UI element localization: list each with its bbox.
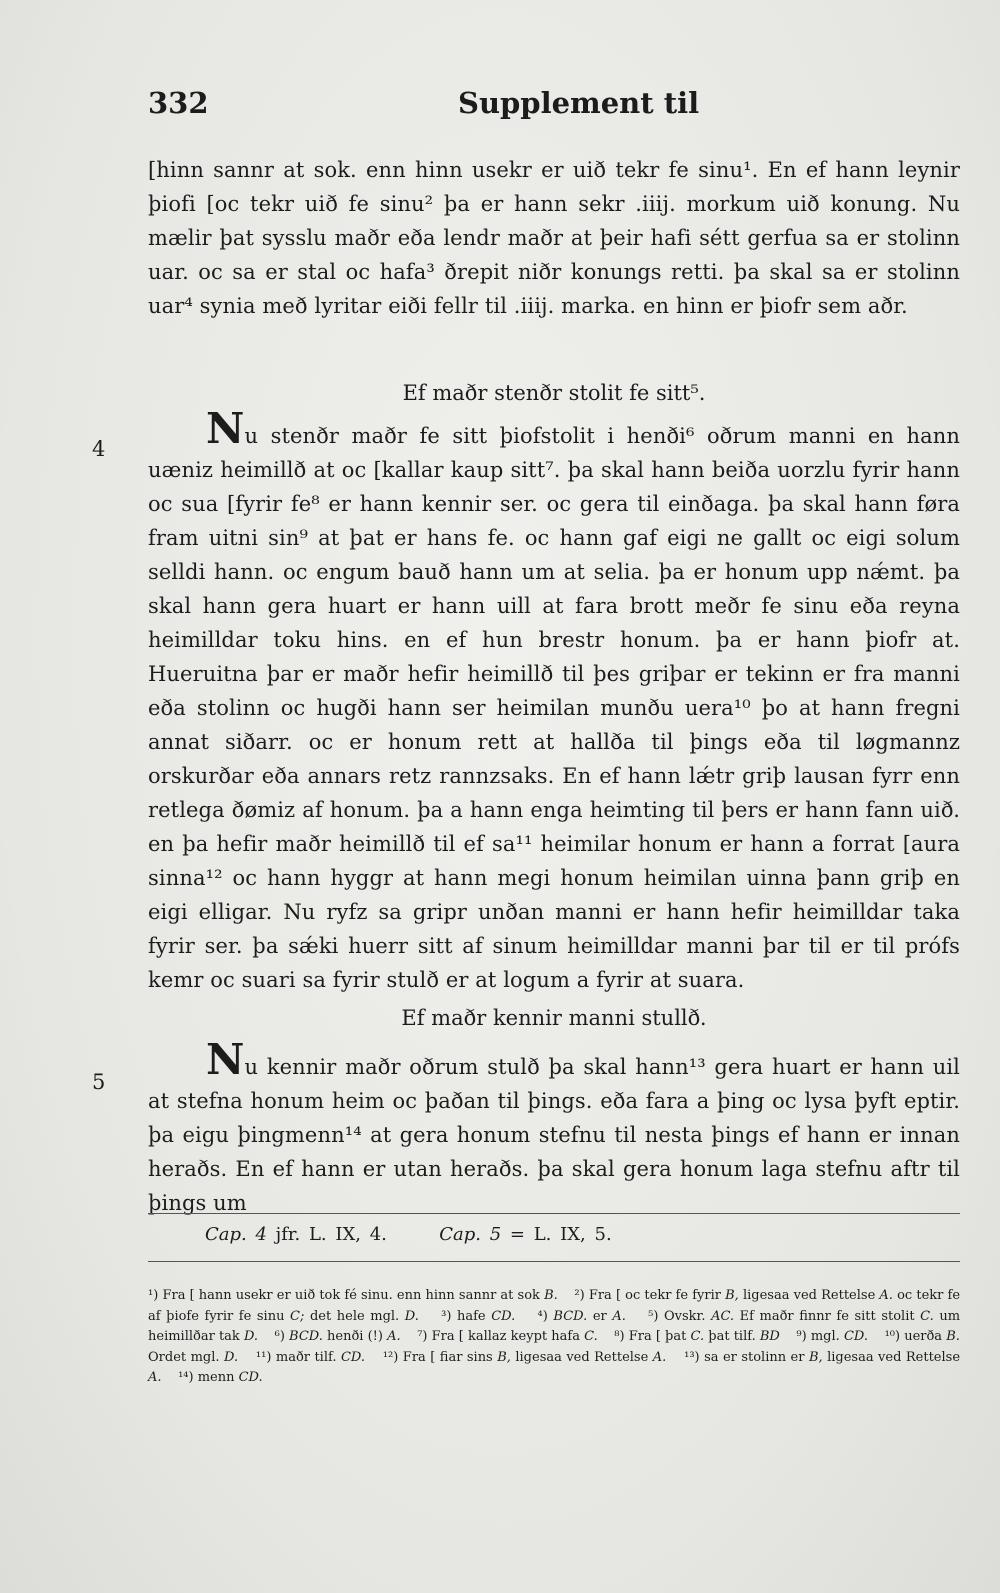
footnote: ¹⁰) uerða B. Ordet mgl. D. bbox=[148, 1329, 960, 1365]
page-header bbox=[148, 86, 960, 136]
page-number: 332 bbox=[148, 86, 209, 120]
divider-rule-top bbox=[148, 1213, 960, 1214]
cap-a-label: Cap. 4 bbox=[205, 1224, 267, 1245]
section-heading-2: Ef maðr kennir manni stullð. bbox=[401, 1006, 707, 1030]
footnote: ⁷) Fra [ kallaz keypt hafa C. bbox=[417, 1329, 598, 1344]
divider-rule-bottom bbox=[148, 1261, 960, 1262]
cap-a-ref: jfr. L. IX, 4. bbox=[275, 1224, 387, 1245]
footnote: ⁵) Ovskr. AC. Ef maðr finnr fe sitt stolit C. um heimillðar tak D. bbox=[148, 1308, 961, 1344]
footnote: ¹⁴) menn CD. bbox=[178, 1370, 263, 1385]
footnote: ¹²) Fra [ fiar sins B, ligesaa ved Rettelse A. bbox=[382, 1349, 667, 1365]
footnote: ³) hafe CD. bbox=[441, 1308, 516, 1324]
paragraph-3 bbox=[148, 1035, 960, 1220]
footnote: ⁴) BCD. er A. bbox=[537, 1308, 626, 1324]
section-heading-1: Ef maðr stenðr stolit fe sitt⁵. bbox=[402, 381, 706, 405]
footnote: ⁸) Fra [ þat C. þat tilf. BD bbox=[614, 1329, 780, 1344]
footnote: ⁶) BCD. henði (!) A. bbox=[274, 1329, 401, 1344]
footnote: ¹) Fra [ hann usekr er uið tok fé sinu. enn hinn sannr at sok B. bbox=[148, 1288, 558, 1303]
margin-number-4: 4 bbox=[92, 437, 106, 461]
footnote: ¹³) sa er stolinn er B, ligesaa ved Rettelse A. bbox=[148, 1349, 961, 1385]
drop-cap: N bbox=[206, 1035, 245, 1084]
paragraph-1: [hinn sannr at sok. enn hinn usekr er uið tekr fe sinu¹. En ef hann leynir þiofi [oc tekr uið fe sinu² þa er hann sekr .iiij. morkum uið konung. Nu mælir þat sysslu maðr eða lendr maðr at þeir hafi sétt gerfua sa er stolinn uar. oc sa er stal oc hafa³ ðrepit niðr konungs retti. þa skal sa er stolinn uar⁴ synia með lyritar eiði fellr til .iiij. marka. en hinn er þiofr sem aðr. bbox=[148, 158, 960, 318]
running-title: Supplement til bbox=[458, 86, 700, 120]
paragraph-2 bbox=[148, 404, 960, 997]
cap-b-label: Cap. 5 bbox=[439, 1224, 502, 1245]
paragraph-2-text: u stenðr maðr fe sitt þiofstolit i henði⁶ oðrum manni en hann uæniz heimillð at oc [kallar kaup sitt⁷. þa skal hann beiða uorzlu fyrir hann oc sua [fyrir fe⁸ er hann kennir ser. oc gera til einðaga. þa skal hann føra fram uitni sin⁹ at þat er hans fe. oc hann gaf eigi ne gallt oc eigi solum selldi hann. oc engum bauð hann um at selia. þa er honum upp nǽmt. þa skal hann gera huart er hann uill at fara brott meðr fe sinu eða reyna heimilldar toku hins. en ef hun brestr honum. þa er hann þiofr at. Hueruitna þar er maðr hefir heimillð til þes griþar er tekinn er fra manni eða stolinn oc hugði hann ser heimilan munðu uera¹⁰ þo at hann fregni annat siðarr. oc er honum rett at hallða til þings eða til løgmannz orskurðar eða annars retz rannzsaks. En ef hann lǽtr griþ lausan fyrr enn retlega ðømiz af honum. þa a hann enga heimting til þers er hann fann uið. en þa hefir maðr heimillð til ef sa¹¹ heimilar honum er hann a forrat [aura sinna¹² oc hann hyggr at hann megi honum heimilan uinna þann griþ en eigi elligar. Nu ryfz sa gripr unðan manni er hann hefir heimilldar taka fyrir ser. þa sǽki huerr sitt af sinum heimilldar manni þar til er til prófs kemr oc suari sa fyrir stulð er at logum a fyrir at suara. bbox=[148, 424, 960, 992]
footnote: ¹¹) maðr tilf. CD. bbox=[255, 1349, 365, 1365]
paragraph-3-text: u kennir maðr oðrum stulð þa skal hann¹³ gera huart er hann uil at stefna honum heim oc þaðan til þings. eða fara a þing oc lysa þyft eptir. þa eigu þingmenn¹⁴ at gera honum stefnu til nesta þings ef hann er innan heraðs. En ef hann er utan heraðs. þa skal gera honum laga stefnu aftr til þings um bbox=[148, 1055, 960, 1215]
drop-cap: N bbox=[206, 404, 245, 453]
chapter-references bbox=[205, 1224, 612, 1245]
margin-number-5: 5 bbox=[92, 1070, 106, 1094]
footnotes bbox=[148, 1286, 960, 1389]
footnote: ²) Fra [ oc tekr fe fyrir B, ligesaa ved Rettelse A. oc tekr fe af þiofe fyrir fe sinu C; det hele mgl. D. bbox=[148, 1288, 961, 1324]
cap-b-ref: = L. IX, 5. bbox=[509, 1224, 612, 1245]
footnote: ⁹) mgl. CD. bbox=[796, 1329, 868, 1344]
